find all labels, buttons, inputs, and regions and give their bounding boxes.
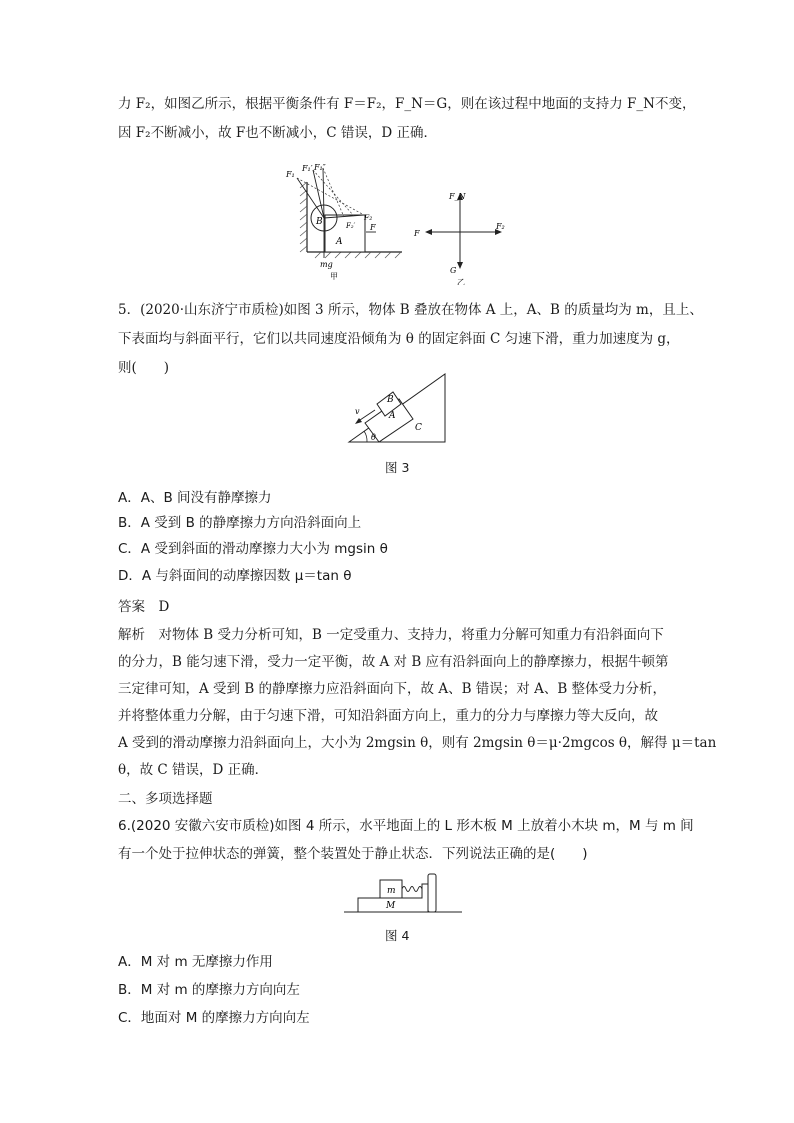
label-f2: F₂	[364, 213, 373, 222]
caption-fig3: 图 3	[385, 460, 410, 475]
caption-jia: 甲	[330, 272, 338, 280]
label-M: M	[386, 901, 396, 911]
q5-analysis-2: 的分力，B 能匀速下滑，受力一定平衡，故 A 对 B 应有沿斜面向上的静摩擦力，根据牛顿第	[118, 654, 669, 670]
figure-jia	[280, 160, 410, 280]
para-line-2: 因 F₂不断减小，故 F也不断减小，C 错误，D 正确．	[118, 125, 437, 141]
q5-stem-2: 下表面均与斜面平行，它们以共同速度沿倾角为 θ 的固定斜面 C 匀速下滑，重力加速度为 g，	[118, 331, 680, 347]
label-c-fig3: C	[415, 423, 422, 433]
q5-analysis-3: 三定律可知，A 受到 B 的静摩擦力应沿斜面向下，故 A、B 错误；对 A、B 整体受力分析，	[118, 681, 667, 697]
label-mg: mg	[320, 260, 333, 269]
section-heading: 二、多项选择题	[118, 791, 213, 807]
q5-answer: 答案 D	[118, 599, 170, 615]
label-b-fig3: B	[387, 395, 394, 405]
label-f1p: F₁′	[302, 164, 313, 173]
q5-option-a: A．A、B 间没有静摩擦力	[118, 490, 272, 506]
figure-yi	[412, 185, 512, 285]
q5-analysis-5: A 受到的滑动摩擦力沿斜面向上，大小为 2mgsin θ，则有 2mgsin θ＝μ·2mgcos θ，解得 μ＝tan	[118, 735, 717, 751]
q5-stem-1: 5．(2020·山东济宁市质检)如图 3 所示，物体 B 叠放在物体 A 上，A、B 的质量均为 m，且上、	[118, 302, 703, 318]
label-fn: F_N	[449, 192, 466, 201]
label-f1pp: F₁″	[314, 163, 326, 172]
label-f2p: F₂′	[346, 222, 356, 230]
q5-stem-3: 则( )	[118, 360, 170, 376]
q5-analysis-1: 解析 对物体 B 受力分析可知，B 一定受重力、支持力，将重力分解可知重力有沿斜面向下	[118, 627, 664, 643]
label-f: F	[370, 223, 376, 232]
figure-4	[344, 866, 464, 916]
q6-stem-1: 6.(2020 安徽六安市质检)如图 4 所示，水平地面上的 L 形木板 M 上放着小木块 m，M 与 m 间	[118, 818, 694, 834]
label-m: m	[387, 886, 396, 896]
q5-option-d: D．A 与斜面间的动摩擦因数 μ＝tan θ	[118, 568, 352, 584]
q5-option-c: C．A 受到斜面的滑动摩擦力大小为 mgsin θ	[118, 541, 388, 557]
figure-3	[345, 368, 465, 448]
q5-analysis-4: 并将整体重力分解，由于匀速下滑，可知沿斜面方向上，重力的分力与摩擦力等大反向，故	[118, 708, 658, 724]
q6-option-c: C．地面对 M 的摩擦力方向向左	[118, 1010, 310, 1026]
q6-stem-2: 有一个处于拉伸状态的弹簧，整个装置处于静止状态．下列说法正确的是( )	[118, 846, 588, 862]
label-g: G	[450, 266, 457, 275]
label-a: A	[336, 237, 343, 247]
label-a-fig3: A	[389, 411, 396, 421]
label-f-yi: F	[414, 229, 420, 238]
label-theta: θ	[371, 433, 376, 442]
para-line-1: 力 F₂，如图乙所示，根据平衡条件有 F＝F₂，F_N＝G，则在该过程中地面的支持力 F_N不变，	[118, 96, 696, 112]
caption-yi: 乙	[457, 278, 465, 285]
label-f2-yi: F₂	[496, 222, 505, 231]
q5-analysis-6: θ，故 C 错误，D 正确．	[118, 762, 269, 778]
label-v: v	[355, 407, 360, 416]
q6-option-b: B．M 对 m 的摩擦力方向向左	[118, 982, 300, 998]
q6-option-a: A．M 对 m 无摩擦力作用	[118, 954, 273, 970]
label-f1: F₁	[286, 170, 295, 179]
q5-option-b: B．A 受到 B 的静摩擦力方向沿斜面向上	[118, 515, 362, 531]
caption-fig4: 图 4	[385, 928, 410, 943]
label-b: B	[316, 217, 323, 227]
